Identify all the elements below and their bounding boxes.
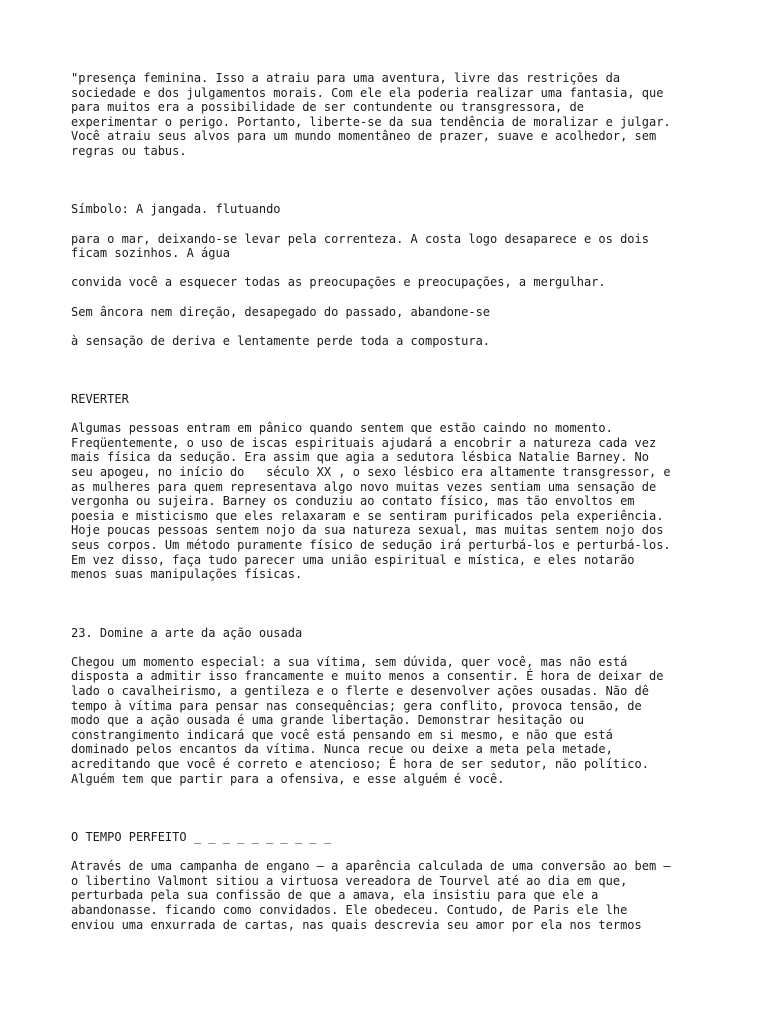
- paragraph-convida: convida você a esquecer todas as preocupações e preocupações, a mergulhar.: [71, 275, 606, 290]
- paragraph-acao-ousada: Chegou um momento especial: a sua vítima, sem dúvida, quer você, mas não está disposta a admitir isso francamente e muito menos a consentir. É hora de deixar de lado o cavalheirismo, a gentileza e o flerte e desenvolver ações ousadas. Não dê tempo à vítima para pensar nas consequências; gera conflito, provoca tensão, de modo que a ação ousada é uma grande libertação. Demonstrar hesitação ou constrangimento indicará que você está pensando em si mesmo, e não que está dominado pelos encantos da vítima. Nunca recue ou deixe a meta pela metade, acreditando que você é correto e atencioso; É hora de ser sedutor, não político. Alguém tem que partir para a ofensiva, e esse alguém é você.: [71, 654, 664, 786]
- document-page: [71, 71, 711, 932]
- paragraph-reverter: Algumas pessoas entram em pânico quando sentem que estão caindo no momento. Freqüentemente, o uso de iscas espirituais ajudará a encobrir a natureza cada vez mais física da sedução. Era assim que agia a sedutora lésbica Natalie Barney. No seu apogeu, no início do século XX , o sexo lésbico era altamente transgressor, e as mulheres para quem representava algo novo muitas vezes sentiam uma sensação de vergonha ou sujeira. Barney os conduziu ao contato físico, mas tão envoltos em poesia e misticismo que eles relaxaram e se sentiram purificados pela experiência. Hoje poucas pessoas sentem nojo da sua natureza sexual, mas muitas sentem nojo dos seus corpos. Um método puramente físico de sedução irá perturbá-los e perturbá-los. Em vez disso, faça tudo parecer uma união espiritual e mística, e eles notarão menos suas manipulações físicas.: [71, 421, 671, 582]
- section-heading-tempo-perfeito: O TEMPO PERFEITO _ _ _ _ _ _ _ _ _ _: [71, 829, 332, 844]
- paragraph-presenca-feminina: "presença feminina. Isso a atraiu para uma aventura, livre das restrições da sociedade e dos julgamentos morais. Com ele ela poderia realizar uma fantasia, que para muitos era a possibilidade de ser contundente ou transgressora, de experimentar o perigo. Portanto, liberte-se da sua tendência de moralizar e julgar. Você atraiu seus alvos para um mundo momentâneo de prazer, suave e acolhedor, sem regras ou tabus.: [71, 71, 671, 158]
- paragraph-deriva: à sensação de deriva e lentamente perde toda a compostura.: [71, 333, 491, 348]
- chapter-heading-23: 23. Domine a arte da ação ousada: [71, 625, 303, 640]
- paragraph-ancora: Sem âncora nem direção, desapegado do passado, abandone-se: [71, 304, 491, 319]
- paragraph-mar: para o mar, deixando-se levar pela correnteza. A costa logo desaparece e os dois ficam sozinhos. A água: [71, 231, 649, 261]
- symbol-line: Símbolo: A jangada. flutuando: [71, 202, 281, 217]
- paragraph-valmont: Através de uma campanha de engano – a aparência calculada de uma conversão ao bem – o libertino Valmont sitiou a virtuosa vereadora de Tourvel até ao dia em que, perturbada pela sua confissão de que a amava, ela insistiu para que ele a abandonasse. ficando como convidados. Ele obedeceu. Contudo, de Paris ele lhe enviou uma enxurrada de cartas, nas quais descrevia seu amor por ela nos termos: [71, 859, 671, 932]
- section-heading-reverter: REVERTER: [71, 392, 129, 407]
